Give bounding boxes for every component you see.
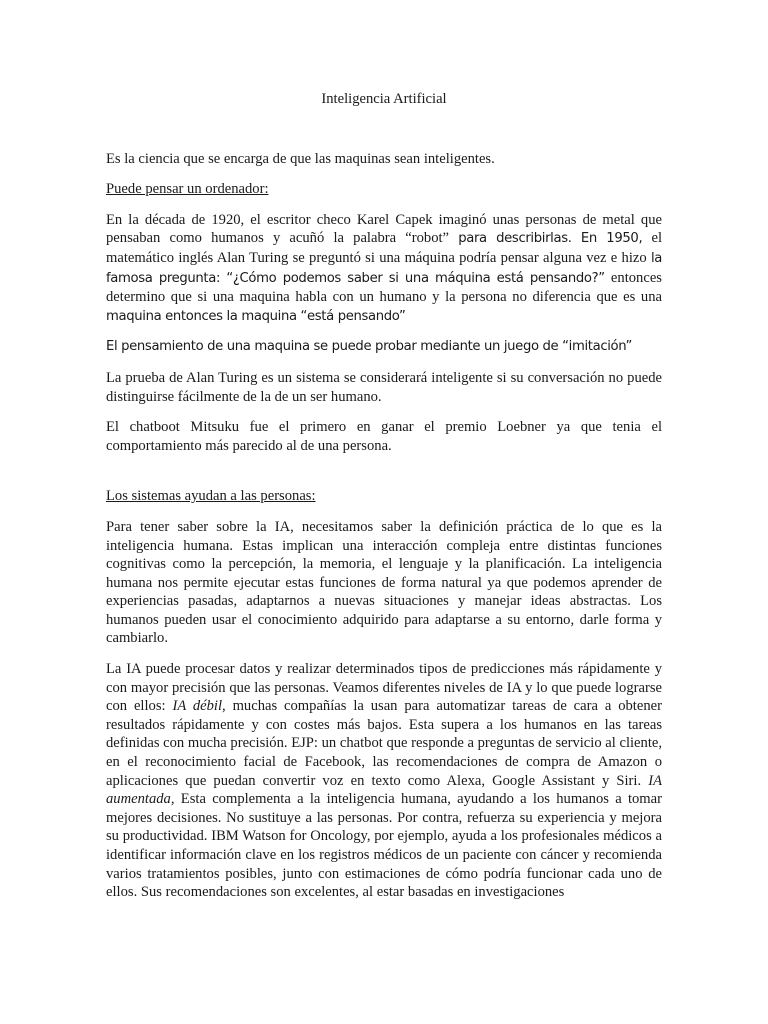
- intro-paragraph: Es la ciencia que se encarga de que las maquinas sean inteligentes.: [106, 150, 495, 167]
- paragraph-text-alt-font: la famosa pregunta: “¿Cómo podemos saber si una máquina está pensando?”: [106, 250, 662, 286]
- section-heading-thinking: Puede pensar un ordenador:: [106, 181, 269, 198]
- document-page: [106, 90, 662, 914]
- paragraph-text: el matemático inglés Alan Turing se preguntó si una máquina podría pensar alguna vez e hizo: [106, 230, 663, 266]
- paragraph-turing-test: La prueba de Alan Turing es un sistema se considerará inteligente si su conversación no puede distinguirse fácilmente de la de un ser humano.: [106, 369, 662, 405]
- paragraph-text: muchas compañías la usan para automatizar tareas de cara a obtener resultados rápidamente y con costes más bajos. Esta supera a los humanos en las tareas definidas con mucha precisión. EJP: un chatbot que responde a preguntas de servicio al cliente, en el reconocimiento facial de Facebook, las recomendaciones de compra de Amazon o aplicaciones que puedan convertir voz en texto como Alexa, Google Assistant y Siri.: [106, 698, 663, 789]
- paragraph-ai-levels: [106, 660, 662, 902]
- paragraph-human-intelligence: Para tener saber sobre la IA, necesitamos saber la definición práctica de lo que es la inteligencia humana. Estas implican una interacción compleja entre distintas funciones cognitivas como la percepción, la memoria, el lenguaje y la planificación. La inteligencia humana nos permite ejecutar estas funciones de forma natural ya que podemos aprender de experiencias pasadas, adaptarnos a nuevas situaciones y manejar ideas abstractas. Los humanos pueden usar el conocimiento adquirido para adaptarse a su entorno, darle forma y cambiarlo.: [106, 518, 662, 647]
- paragraph-text: Esta complementa a la inteligencia humana, ayudando a los humanos a tomar mejores decisiones. No sustituye a las personas. Por contra, refuerza su experiencia y mejora su productividad. IBM Watson for Oncology, por ejemplo, ayuda a los profesionales médicos a identificar información clave en los registros médicos de un paciente con cáncer y recomienda varios tratamientos posibles, junto con estimaciones de cómo podría funcionar cada uno de ellos. Sus recomendaciones son excelentes, al estar basadas en investigaciones: [106, 791, 662, 901]
- paragraph-text: La IA puede procesar datos y realizar determinados tipos de predicciones más rápidamente y con mayor precisión que las personas. Veamos diferentes niveles de IA y lo que puede lograrse con ellos:: [106, 661, 662, 715]
- paragraph-text-alt-font: maquina entonces la maquina “está pensando”: [106, 308, 406, 324]
- paragraph-history: [106, 211, 662, 327]
- paragraph-mitsuku: El chatboot Mitsuku fue el primero en ganar el premio Loebner ya que tenia el comportamiento más parecido al de una persona.: [106, 419, 662, 454]
- document-title: Inteligencia Artificial: [321, 91, 447, 107]
- paragraph-text-alt-font: para describirlas. En 1950,: [458, 231, 643, 247]
- term-augmented-ai: IA aumentada,: [106, 772, 662, 808]
- section-heading-systems: Los sistemas ayudan a las personas:: [106, 488, 316, 505]
- paragraph-text: En la década de 1920, el escritor checo Karel Capek imaginó unas personas de metal que pensaban como humanos y acuñó la palabra “robot”: [106, 211, 662, 247]
- paragraph-imitation: El pensamiento de una maquina se puede probar mediante un juego de “imitación”: [106, 339, 633, 355]
- paragraph-text: entonces determino que si una maquina habla con un humano y la persona no diferencia que es una: [106, 269, 662, 306]
- term-weak-ai: IA débil,: [172, 698, 226, 715]
